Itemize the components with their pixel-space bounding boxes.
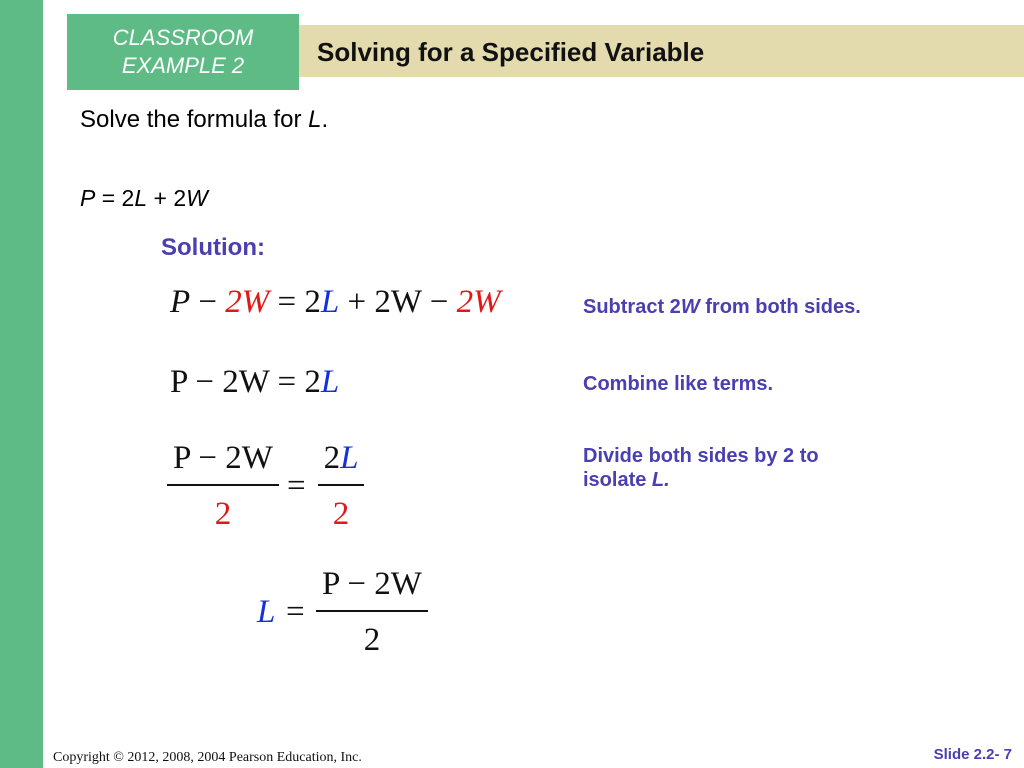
slide-number: Slide 2.2- 7 (933, 746, 1012, 763)
eq3-left-numerator: P − 2W (173, 440, 273, 476)
eq3-left-denominator: 2 (214, 496, 232, 532)
formula-l: L (134, 185, 148, 211)
problem-prompt (80, 106, 328, 134)
eq4-l: L (257, 594, 276, 630)
eq2-lhs: P − 2W = 2 (170, 364, 321, 400)
prompt-end: . (321, 106, 329, 133)
eq3-right-num-l: L (340, 440, 359, 476)
eq3-right-num-2: 2 (323, 440, 341, 476)
eq3-right-fraction-bar (318, 484, 364, 486)
copyright-footer: Copyright © 2012, 2008, 2004 Pearson Education, Inc. (53, 750, 362, 765)
eq1-eq: = 2 (269, 284, 321, 320)
prompt-text: Solve the formula for (80, 106, 309, 133)
equation-3-left-fraction (167, 440, 279, 533)
step1-b: from both sides. (699, 296, 861, 318)
eq4-equals: = (286, 594, 305, 630)
equation-4-fraction (316, 566, 428, 659)
badge-line-1: CLASSROOM (112, 25, 254, 50)
step3-line2: isolate (583, 469, 652, 491)
solution-label: Solution: (161, 234, 265, 261)
formula-w: W (186, 185, 208, 211)
formula-plus: + 2 (147, 185, 187, 211)
given-formula (80, 185, 208, 212)
slide-title: Solving for a Specified Variable (317, 37, 705, 67)
formula-eq: = 2 (95, 185, 135, 211)
equation-1 (170, 284, 501, 321)
classroom-example-badge (67, 14, 299, 90)
left-accent-bar (0, 0, 43, 768)
eq4-fraction-bar (316, 610, 428, 612)
eq1-w2: 2W (456, 284, 501, 320)
eq1-p: P (170, 284, 191, 320)
step1-w: W (680, 296, 700, 318)
eq3-right-numerator (318, 440, 364, 477)
eq1-l: L (320, 284, 340, 320)
step-1-note (583, 295, 861, 319)
eq1-rest: + 2W − (339, 284, 457, 320)
step1-a: Subtract 2 (583, 296, 681, 318)
equation-3-right-fraction (318, 440, 364, 533)
step3-line1: Divide both sides by 2 to (583, 445, 819, 467)
eq3-left-fraction-bar (167, 484, 279, 486)
eq3-equals: = (287, 468, 306, 504)
step-3-note (583, 444, 819, 492)
badge-line-2: EXAMPLE 2 (121, 53, 245, 78)
eq2-l: L (320, 364, 340, 400)
formula-p: P (80, 185, 96, 211)
eq4-denominator: 2 (363, 622, 381, 658)
eq1-w1: 2W (225, 284, 270, 320)
title-bar (299, 25, 1024, 77)
prompt-variable: L (308, 106, 322, 133)
eq1-minus: − (190, 284, 226, 320)
step3-l: L. (651, 469, 670, 491)
equation-2 (170, 364, 339, 401)
eq4-numerator: P − 2W (322, 566, 422, 602)
step-2-note: Combine like terms. (583, 373, 774, 395)
eq3-right-denominator: 2 (332, 496, 350, 532)
